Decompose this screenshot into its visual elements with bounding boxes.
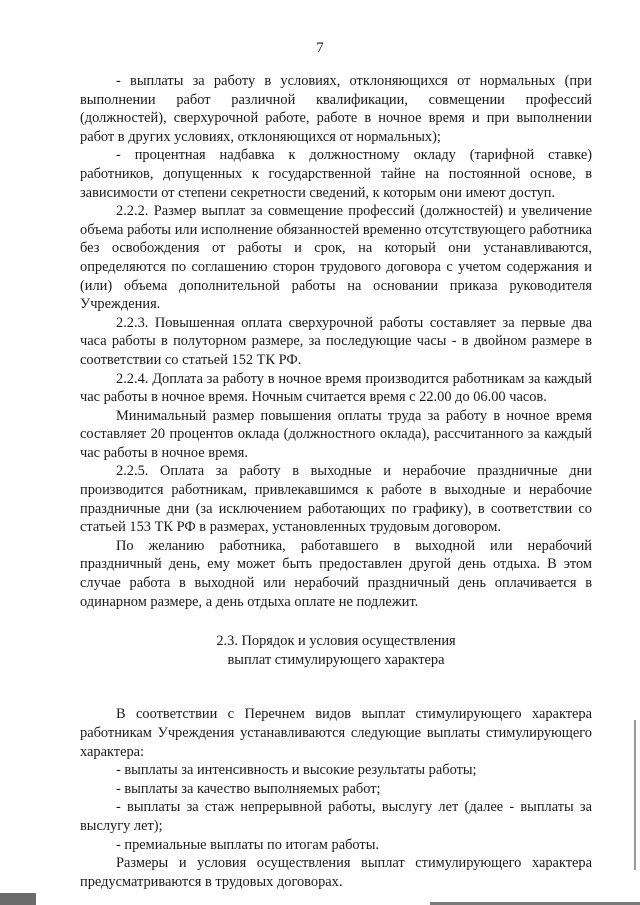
section-heading-line-2: выплат стимулирующего характера <box>227 651 445 668</box>
paragraph-2-2-3: 2.2.3. Повышенная оплата сверхурочной работы составляет за первые два часа работы в полуторном размере, за последующие часы - в двойном размере в соответствии со статьей 152 ТК РФ. <box>80 314 592 368</box>
list-item-quality: - выплаты за качество выполняемых работ; <box>116 780 381 797</box>
paragraph-incentive-intro: В соответствии с Перечнем видов выплат стимулирующего характера работникам Учреждения устанавливаются следующие выплаты стимулирующего характера: <box>80 706 592 760</box>
scan-artifact-right <box>634 720 636 870</box>
paragraph-night-minimum: Минимальный размер повышения оплаты труда за работу в ночное время составляет 20 процентов оклада (должностного оклада), рассчитанного за каждый час работы в ночное время. <box>80 407 592 461</box>
list-item-intensity: - выплаты за интенсивность и высокие результаты работы; <box>116 762 477 779</box>
section-heading-line-1: 2.3. Порядок и условия осуществления <box>216 633 456 650</box>
paragraph-2-2-4: 2.2.4. Доплата за работу в ночное время производится работникам за каждый час работы в ночное время. Ночным считается время с 22.00 до 06.00 часов. <box>80 370 592 406</box>
paragraph-day-off: По желанию работника, работавшего в выходной или нерабочий праздничный день, ему может быть предоставлен другой день отдыха. В этом случае работа в выходной или нерабочий праздничный день оплачивается в одинарном размере, а день отдыха оплате не подлежит. <box>80 537 592 610</box>
scan-artifact-left <box>0 893 36 905</box>
paragraph-overtime-conditions: - выплаты за работу в условиях, отклоняющихся от нормальных (при выполнении работ различной квалификации, совмещении профессий (должностей), сверхурочной работе, работе в ночное время и при выполнении работ в других условиях, отклоняющихся от нормальных); <box>80 73 592 145</box>
paragraph-2-2-2: 2.2.2. Размер выплат за совмещение профессий (должностей) и увеличение объема работы или исполнение обязанностей временно отсутствующего работника без освобождения от работы и срок, на который они устанавливаются, определяются по соглашению сторон трудового договора с учетом содержания и (или) объема дополнительной работы на основании приказа руководителя Учреждения. <box>80 203 592 313</box>
paragraph-2-2-5: 2.2.5. Оплата за работу в выходные и нерабочие праздничные дни производится работникам, привлекавшимся к работе в выходные и нерабочие праздничные дни (за исключением работающих по графику), в соответствии со статьей 153 ТК РФ в размерах, установленных трудовым договором. <box>80 463 592 536</box>
document-body <box>80 72 592 891</box>
list-item-bonus: - премиальные выплаты по итогам работы. <box>116 836 379 853</box>
paragraph-employment-contracts: Размеры и условия осуществления выплат стимулирующего характера предусматриваются в трудовых договорах. <box>80 855 592 890</box>
paragraph-secrecy-bonus: - процентная надбавка к должностному окладу (тарифной ставке) работников, допущенных к государственной тайне на постоянной основе, в зависимости от степени секретности сведений, к которым они имеют доступ. <box>80 147 592 201</box>
page-number: 7 <box>316 40 324 56</box>
section-heading <box>80 632 592 669</box>
list-item-seniority: - выплаты за стаж непрерывной работы, выслугу лет (далее - выплаты за выслугу лет); <box>80 799 592 834</box>
